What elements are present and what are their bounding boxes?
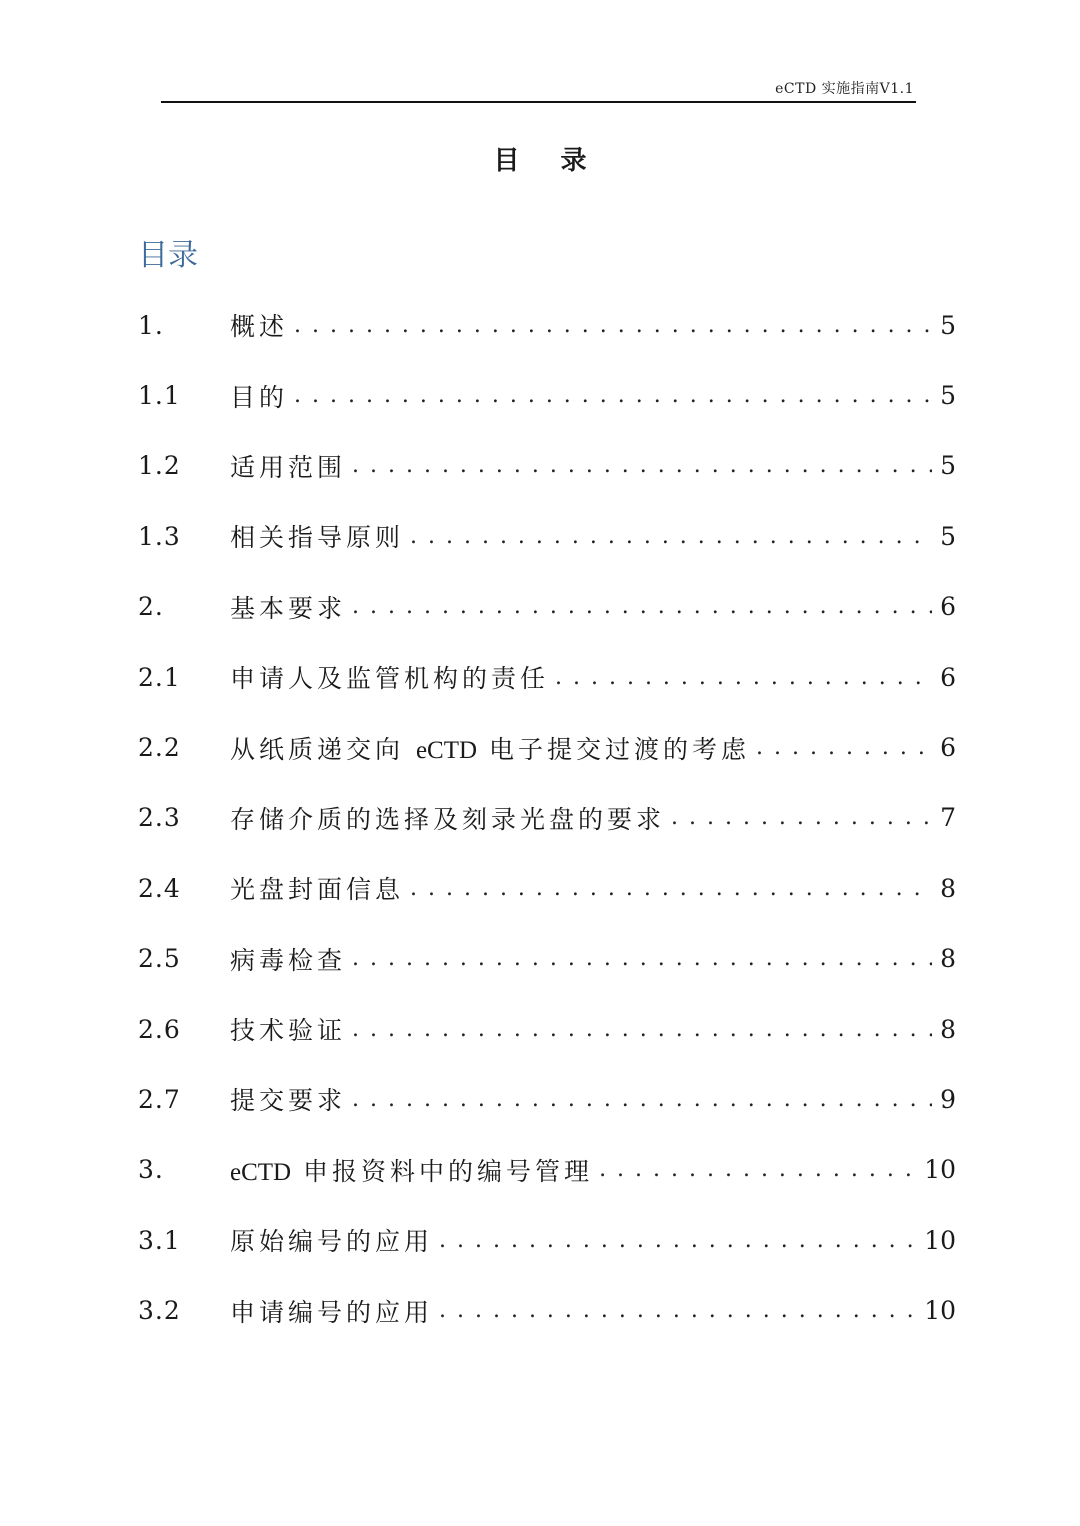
toc-entry[interactable]: [138, 783, 956, 853]
toc-entry-title-latin: eCTD: [415, 736, 478, 764]
toc-entry-title-text: 目的: [230, 382, 289, 412]
toc-entry[interactable]: [138, 924, 956, 994]
toc-entry-title-text: 适用范围: [230, 452, 347, 482]
toc-entry-title: [230, 659, 555, 695]
toc-dot-leader: [294, 383, 932, 408]
toc-entry[interactable]: [138, 642, 956, 712]
toc-entry-title: [230, 800, 671, 836]
toc-list: [138, 290, 956, 1346]
toc-entry-number: 1.3: [138, 521, 181, 551]
toc-entry-title: [230, 941, 352, 977]
toc-heading: 目录: [138, 238, 198, 273]
toc-entry[interactable]: [138, 1205, 956, 1275]
toc-dot-leader: [352, 1087, 932, 1112]
toc-entry-page-number: 5: [940, 310, 956, 340]
toc-dot-leader: [555, 665, 932, 690]
toc-dot-leader: [352, 453, 932, 478]
toc-entry-title: [230, 518, 410, 554]
toc-entry-title-text: 提交要求: [230, 1086, 347, 1116]
toc-entry[interactable]: [138, 360, 956, 430]
toc-entry[interactable]: [138, 1135, 956, 1205]
toc-entry[interactable]: [138, 501, 956, 571]
toc-dot-leader: [352, 594, 932, 619]
toc-dot-leader: [410, 876, 932, 901]
toc-entry-page-number: 5: [940, 451, 956, 481]
toc-entry-page-number: 8: [940, 873, 956, 903]
toc-entry-title-text: 光盘封面信息: [230, 875, 405, 905]
toc-entry-title: [230, 448, 352, 484]
toc-entry-page-number: 5: [940, 381, 956, 411]
toc-dot-leader: [756, 735, 932, 760]
toc-entry-number: 3.1: [138, 1225, 181, 1255]
toc-entry-number: 2.5: [138, 944, 181, 974]
toc-dot-leader: [294, 313, 932, 338]
toc-dot-leader: [439, 1228, 920, 1253]
toc-entry-page-number: 5: [940, 521, 956, 551]
toc-entry-number: 3.2: [138, 1296, 181, 1326]
toc-entry-number: 2.2: [138, 733, 181, 763]
toc-entry-title: [230, 1011, 352, 1047]
toc-entry-page-number: 6: [940, 733, 956, 763]
toc-dot-leader: [671, 805, 932, 830]
toc-entry-number: 2.7: [138, 1084, 181, 1114]
toc-entry-page-number: 6: [940, 662, 956, 692]
toc-dot-leader: [410, 524, 932, 549]
toc-entry-title-text: 概述: [230, 312, 289, 342]
toc-entry-title-text: 从纸质递交向: [230, 734, 416, 764]
toc-entry-title-text: 原始编号的应用: [230, 1227, 434, 1257]
toc-entry-title: [230, 1152, 599, 1188]
toc-entry-title: [230, 589, 352, 625]
toc-entry-number: 2.: [138, 592, 164, 622]
toc-entry-page-number: 9: [940, 1084, 956, 1114]
toc-entry[interactable]: [138, 712, 956, 782]
toc-entry-title-rest: 电子提交过渡的考虑: [477, 734, 751, 764]
page-title: 目 录: [493, 146, 603, 176]
toc-entry-title-text: 基本要求: [230, 593, 347, 623]
toc-entry-number: 1.: [138, 310, 164, 340]
toc-entry-page-number: 10: [924, 1296, 956, 1326]
toc-entry-title-latin: eCTD: [230, 1158, 292, 1186]
toc-entry-title-rest: 申报资料中的编号管理: [291, 1156, 594, 1186]
toc-entry-title: [230, 1222, 439, 1258]
toc-entry[interactable]: [138, 290, 956, 360]
toc-entry-title-text: 相关指导原则: [230, 523, 405, 553]
toc-entry-page-number: 6: [940, 592, 956, 622]
toc-entry[interactable]: [138, 853, 956, 923]
toc-entry[interactable]: [138, 994, 956, 1064]
toc-entry[interactable]: [138, 1064, 956, 1134]
header-rule: [161, 101, 916, 103]
toc-dot-leader: [352, 1017, 932, 1042]
toc-entry[interactable]: [138, 1275, 956, 1345]
toc-entry-page-number: 8: [940, 944, 956, 974]
toc-entry-page-number: 7: [940, 803, 956, 833]
toc-entry-title: [230, 378, 294, 414]
toc-entry-number: 2.1: [138, 662, 181, 692]
running-header: eCTD 实施指南V1.1: [775, 81, 914, 97]
toc-entry-number: 1.2: [138, 451, 181, 481]
toc-entry[interactable]: [138, 572, 956, 642]
toc-entry-title: [230, 870, 410, 906]
toc-entry-title: [230, 730, 756, 766]
toc-entry-number: 2.3: [138, 803, 181, 833]
toc-entry-number: 2.4: [138, 873, 181, 903]
toc-entry-title: [230, 1081, 352, 1117]
toc-entry-title: [230, 307, 294, 343]
toc-entry-title-text: 存储介质的选择及刻录光盘的要求: [230, 804, 666, 834]
toc-dot-leader: [599, 1157, 920, 1182]
toc-entry-title: [230, 1293, 439, 1329]
toc-entry[interactable]: [138, 431, 956, 501]
toc-entry-title-text: 申请人及监管机构的责任: [230, 664, 550, 694]
toc-dot-leader: [439, 1298, 920, 1323]
toc-entry-title-text: 病毒检查: [230, 945, 347, 975]
toc-entry-page-number: 10: [924, 1225, 956, 1255]
toc-entry-title-text: 申请编号的应用: [230, 1297, 434, 1327]
toc-entry-number: 1.1: [138, 381, 181, 411]
toc-entry-title-text: 技术验证: [230, 1016, 347, 1046]
toc-entry-number: 2.6: [138, 1014, 181, 1044]
toc-entry-page-number: 8: [940, 1014, 956, 1044]
toc-entry-page-number: 10: [924, 1155, 956, 1185]
toc-dot-leader: [352, 946, 932, 971]
toc-entry-number: 3.: [138, 1155, 164, 1185]
